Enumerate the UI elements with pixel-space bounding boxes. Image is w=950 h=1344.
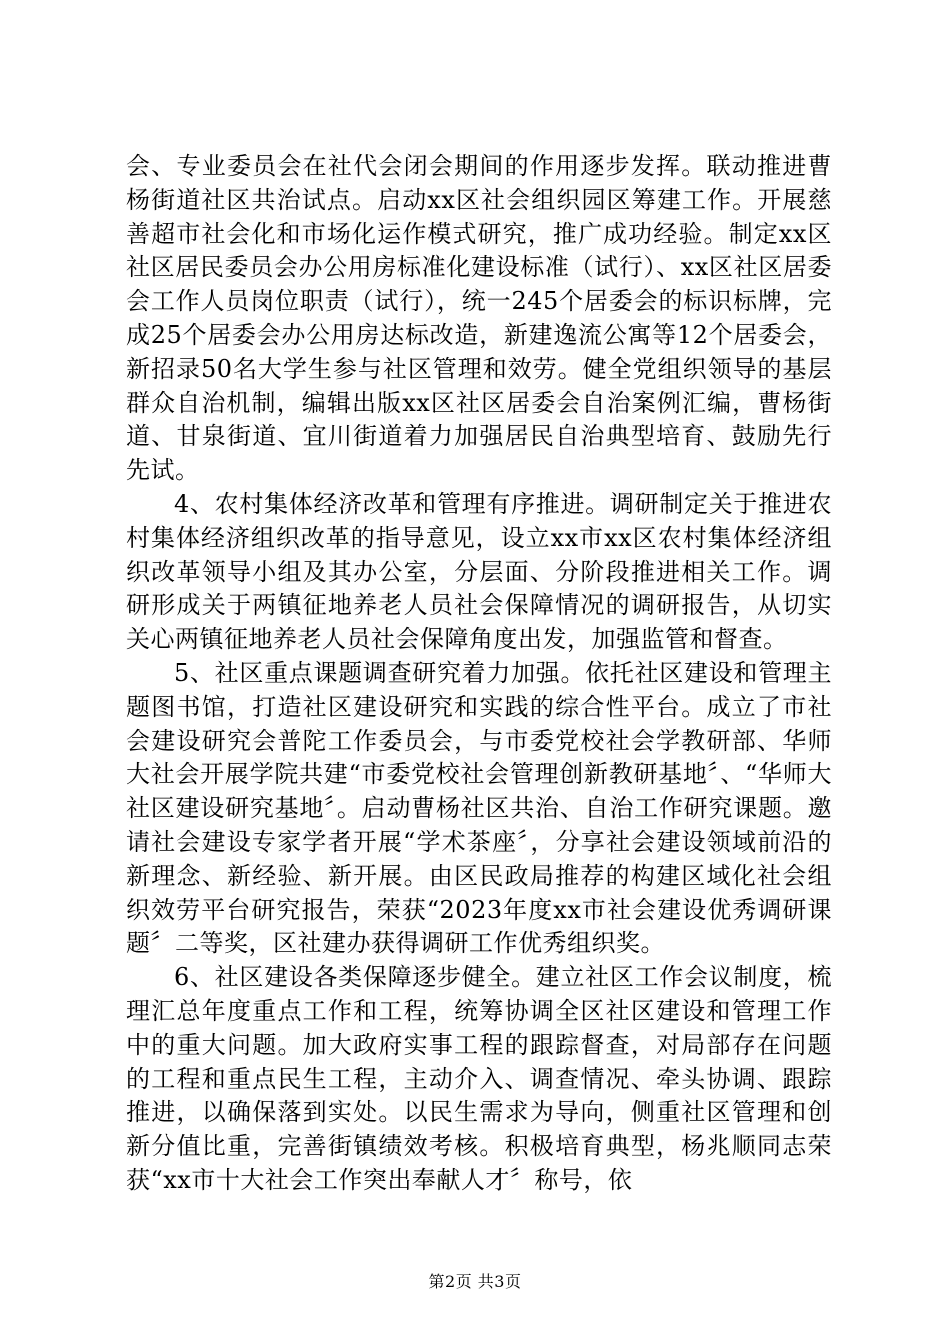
paragraph-item-5: 5、社区重点课题调查研究着力加强。依托社区建设和管理主题图书馆，打造社区建设研究和实践的综合性平台。成立了市社会建设研究会普陀工作委员会，与市委党校社会学教研部、华师大社会开展学院共建“市委党校社会管理创新教研基地〞、“华师大社区建设研究基地〞。启动曹杨社区共治、自治工作研究课题。邀请社会建设专家学者开展“学术茶座〞，分享社会建设领域前沿的新理念、新经验、新开展。由区民政局推荐的构建区域化社会组织效劳平台研究报告，荣获“2023年度xx市社会建设优秀调研课题〞二等奖，区社建办获得调研工作优秀组织奖。 <box>126 658 832 958</box>
page-footer: 第2页 共3页 <box>428 1272 522 1291</box>
paragraph-item-4: 4、农村集体经济改革和管理有序推进。调研制定关于推进农村集体经济组织改革的指导意见，设立xx市xx区农村集体经济组织改革领导小组及其办公室，分层面、分阶段推进相关工作。调研形成关于两镇征地养老人员社会保障情况的调研报告，从切实关心两镇征地养老人员社会保障角度出发，加强监管和督查。 <box>126 489 832 654</box>
paragraph-continued: 会、专业委员会在社代会闭会期间的作用逐步发挥。联动推进曹杨街道社区共治试点。启动xx区社会组织园区筹建工作。开展慈善超市社会化和市场化运作模式研究，推广成功经验。制定xx区社区居民委员会办公用房标准化建设标准（试行）、xx区社区居委会工作人员岗位职责（试行），统一245个居委会的标识标牌，完成25个居委会办公用房达标改造，新建逸流公寓等12个居委会，新招录50名大学生参与社区管理和效劳。健全党组织领导的基层群众自治机制，编辑出版xx区社区居委会自治案例汇编，曹杨街道、甘泉街道、宜川街道着力加强居民自治典型培育、鼓励先行先试。 <box>126 152 832 485</box>
paragraph-item-6: 6、社区建设各类保障逐步健全。建立社区工作会议制度，梳理汇总年度重点工作和工程，统筹协调全区社区建设和管理工作中的重大问题。加大政府实事工程的跟踪督查，对局部存在问题的工程和重点民生工程，主动介入、调查情况、牵头协调、跟踪推进，以确保落到实处。以民生需求为导向，侧重社区管理和创新分值比重，完善街镇绩效考核。积极培育典型，杨兆顺同志荣获“xx市十大社会工作突出奉献人才〞称号，依 <box>126 963 832 1194</box>
document-body <box>126 150 832 1198</box>
